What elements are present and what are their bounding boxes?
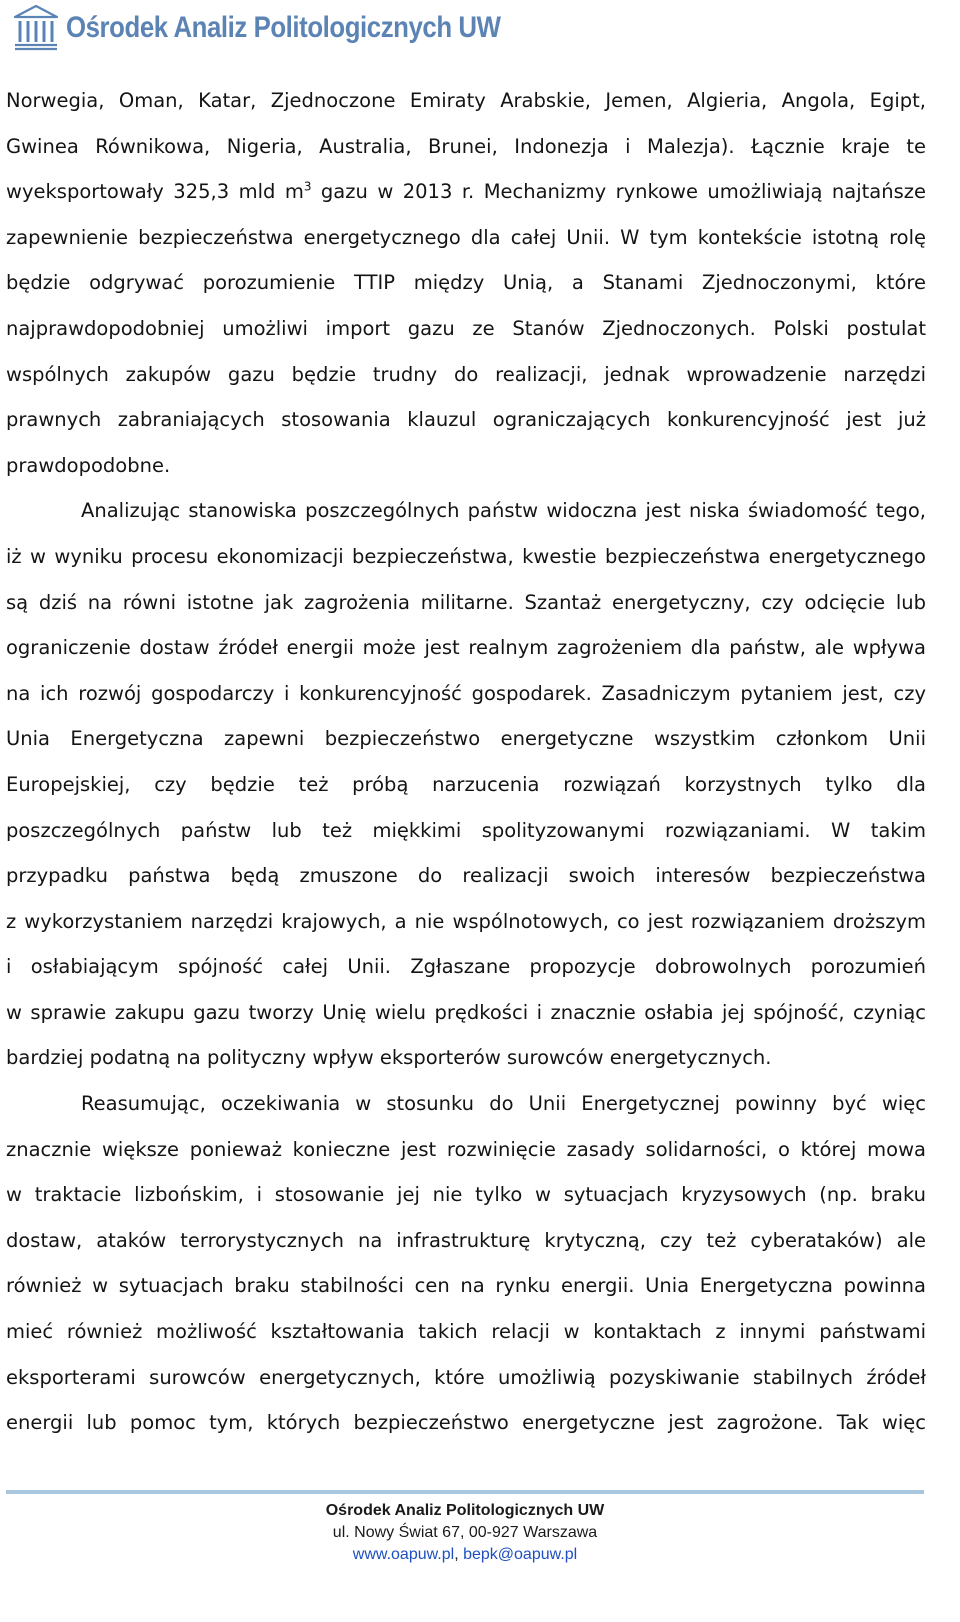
- text-line: w sprawie zakupu gazu tworzy Unię wielu prędkości i znacznie osłabia jej spójność, czyniąc: [6, 1000, 926, 1024]
- page-header: [12, 0, 501, 56]
- text-line-part: wyeksportowały 325,3 mld m: [6, 180, 304, 204]
- logo-text: Ośrodek Analiz Politologicznych UW: [66, 11, 501, 44]
- text-line: wspólnych zakupów gazu będzie trudny do realizacji, jednak wprowadzenie narzędzi: [6, 362, 926, 386]
- text-line: będzie odgrywać porozumienie TTIP między Unią, a Stanami Zjednoczonymi, które: [6, 271, 926, 295]
- text-line: dostaw, ataków terrorystycznych na infrastrukturę krytyczną, czy też cyberataków) ale: [6, 1228, 926, 1252]
- text-line: zapewnienie bezpieczeństwa energetycznego dla całej Unii. W tym kontekście istotną rolę: [6, 225, 926, 249]
- text-line: Unia Energetyczna zapewni bezpieczeństwo energetyczne wszystkim członkom Unii: [6, 727, 926, 751]
- footer-address: ul. Nowy Świat 67, 00-927 Warszawa: [332, 1524, 598, 1541]
- text-line: energii lub pomoc tym, których bezpieczeństwo energetyczne jest zagrożone. Tak więc: [6, 1411, 926, 1435]
- text-line: Europejskiej, czy będzie też próbą narzucenia rozwiązań korzystnych tylko dla: [6, 772, 926, 796]
- text-line: również w sytuacjach braku stabilności cen na rynku energii. Unia Energetyczna powinna: [6, 1274, 926, 1298]
- text-line: Norwegia, Oman, Katar, Zjednoczone Emiraty Arabskie, Jemen, Algieria, Angola, Egipt,: [6, 89, 926, 112]
- text-line: prawnych zabraniających stosowania klauzul ograniczających konkurencyjność jest już: [6, 408, 926, 432]
- text-line: z wykorzystaniem narzędzi krajowych, a nie wspólnotowych, co jest rozwiązaniem droższym: [6, 909, 926, 933]
- text-line: [6, 169, 926, 215]
- text-line: Gwinea Równikowa, Nigeria, Australia, Brunei, Indonezja i Malezja). Łącznie kraje te: [6, 134, 926, 158]
- text-line: bardziej podatną na polityczny wpływ eksporterów surowców energetycznych.: [6, 1046, 772, 1070]
- text-line: Reasumując, oczekiwania w stosunku do Unii Energetycznej powinny być więc: [81, 1092, 926, 1116]
- text-line: iż w wyniku procesu ekonomizacji bezpieczeństwa, kwestie bezpieczeństwa energetycznego: [6, 544, 926, 568]
- text-line: prawdopodobne.: [6, 453, 171, 477]
- text-line: na ich rozwój gospodarczy i konkurencyjność gospodarek. Zasadniczym pytaniem jest, czy: [6, 681, 926, 705]
- text-line: ograniczenie dostaw źródeł energii może jest realnym zagrożeniem dla państw, ale wpływa: [6, 636, 926, 660]
- text-line: w traktacie lizbońskim, i stosowanie jej nie tylko w sytuacjach kryzysowych (np. braku: [6, 1183, 926, 1207]
- text-line: przypadku państwa będą zmuszone do realizacji swoich interesów bezpieczeństwa: [6, 864, 926, 888]
- paragraph-1: [6, 78, 926, 488]
- text-line: i osłabiającym spójność całej Unii. Zgłaszane propozycje dobrowolnych porozumień: [6, 955, 926, 979]
- text-line-part: gazu w 2013 r. Mechanizmy rynkowe umożliwiają najtańsze: [311, 180, 926, 204]
- page-footer: [0, 1500, 930, 1566]
- paragraph-3: [6, 1081, 926, 1446]
- text-line: eksporterami surowców energetycznych, które umożliwią pozyskiwanie stabilnych źródeł: [6, 1365, 926, 1389]
- text-line: są dziś na równi istotne jak zagrożenia militarne. Szantaż energetyczny, czy odcięcie lub: [6, 590, 926, 614]
- text-line: Analizując stanowiska poszczególnych państw widoczna jest niska świadomość tego,: [81, 499, 926, 523]
- columns-building-icon: [12, 3, 60, 53]
- paragraph-2: [6, 488, 926, 1081]
- superscript: 3: [303, 179, 312, 194]
- footer-email-link[interactable]: bepk@oapuw.pl: [463, 1546, 578, 1563]
- footer-org-name: Ośrodek Analiz Politologicznych UW: [325, 1502, 605, 1519]
- footer-separator: ,: [454, 1546, 464, 1563]
- text-line: poszczególnych państw lub też miękkimi spolityzowanymi rozwiązaniami. W takim: [6, 818, 926, 842]
- text-line: znacznie większe ponieważ konieczne jest rozwinięcie zasady solidarności, o której mowa: [6, 1137, 926, 1161]
- text-line: mieć również możliwość kształtowania takich relacji w kontaktach z innymi państwami: [6, 1320, 926, 1344]
- footer-divider: [6, 1490, 924, 1494]
- text-line: najprawdopodobniej umożliwi import gazu ze Stanów Zjednoczonych. Polski postulat: [6, 316, 926, 340]
- footer-website-link[interactable]: www.oapuw.pl: [352, 1546, 455, 1563]
- footer-links: [0, 1544, 930, 1566]
- document-body: [6, 78, 926, 1446]
